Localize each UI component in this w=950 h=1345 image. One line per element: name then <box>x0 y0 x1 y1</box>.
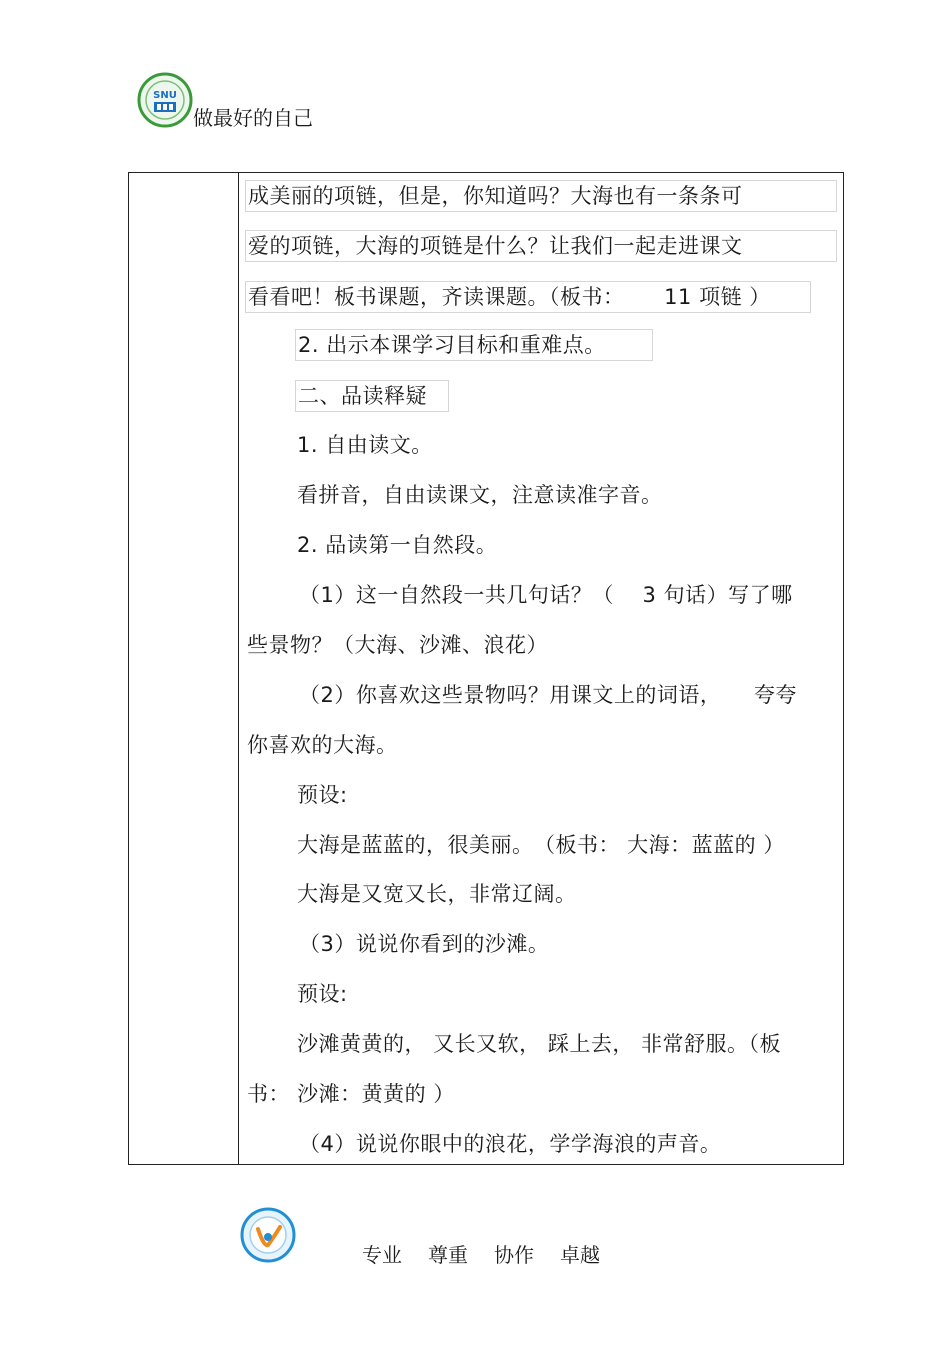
footer-value-1: 专业 <box>362 1243 402 1267</box>
header-motto: 做最好的自己 <box>193 106 313 130</box>
footer-value-2: 尊重 <box>428 1243 468 1267</box>
content-line-13: 预设: <box>297 783 348 807</box>
table-left-column <box>129 173 239 1164</box>
footer-value-3: 协作 <box>494 1243 534 1267</box>
content-line-20: （4）说说你眼中的浪花，学学海浪的声音。 <box>299 1132 722 1156</box>
content-line-7: 看拼音，自由读课文，注意读准字音。 <box>297 483 663 507</box>
content-line-14: 大海是蓝蓝的，很美丽。 （板书： 大海：蓝蓝的 ） <box>297 833 785 857</box>
school-logo <box>137 72 193 128</box>
lesson-plan-table <box>128 172 844 1165</box>
footer-value-4: 卓越 <box>560 1243 600 1267</box>
content-line-3: 看看吧！板书课题，齐读课题。（板书： 11 项链 ） <box>245 281 811 313</box>
content-line-9: （1）这一自然段一共几句话？（ 3 句话）写了哪 <box>299 583 793 607</box>
school-logo-text: SNU <box>153 90 177 101</box>
content-line-1: 成美丽的项链，但是，你知道吗？大海也有一条条可 <box>245 180 837 212</box>
footer-values <box>362 1240 600 1270</box>
content-line-16: （3）说说你看到的沙滩。 <box>299 932 550 956</box>
content-line-6: 1. 自由读文。 <box>297 433 433 457</box>
content-line-2: 爱的项链，大海的项链是什么？让我们一起走进课文 <box>245 230 837 262</box>
content-line-8: 2. 品读第一自然段。 <box>297 533 498 557</box>
content-line-10: 些景物？（大海、沙滩、浪花） <box>247 633 548 657</box>
content-line-17: 预设: <box>297 982 348 1006</box>
content-line-11: （2）你喜欢这些景物吗？用课文上的词语， 夸夸 <box>299 683 797 707</box>
section-heading: 二、品读释疑 <box>295 380 449 412</box>
content-line-4: 2. 出示本课学习目标和重难点。 <box>295 329 653 361</box>
content-line-18: 沙滩黄黄的， 又长又软， 踩上去， 非常舒服。（板 <box>297 1032 782 1056</box>
content-line-12: 你喜欢的大海。 <box>247 733 398 757</box>
content-line-19: 书： 沙滩：黄黄的 ） <box>247 1082 455 1106</box>
footer-logo <box>240 1207 296 1263</box>
content-line-15: 大海是又宽又长，非常辽阔。 <box>297 882 577 906</box>
